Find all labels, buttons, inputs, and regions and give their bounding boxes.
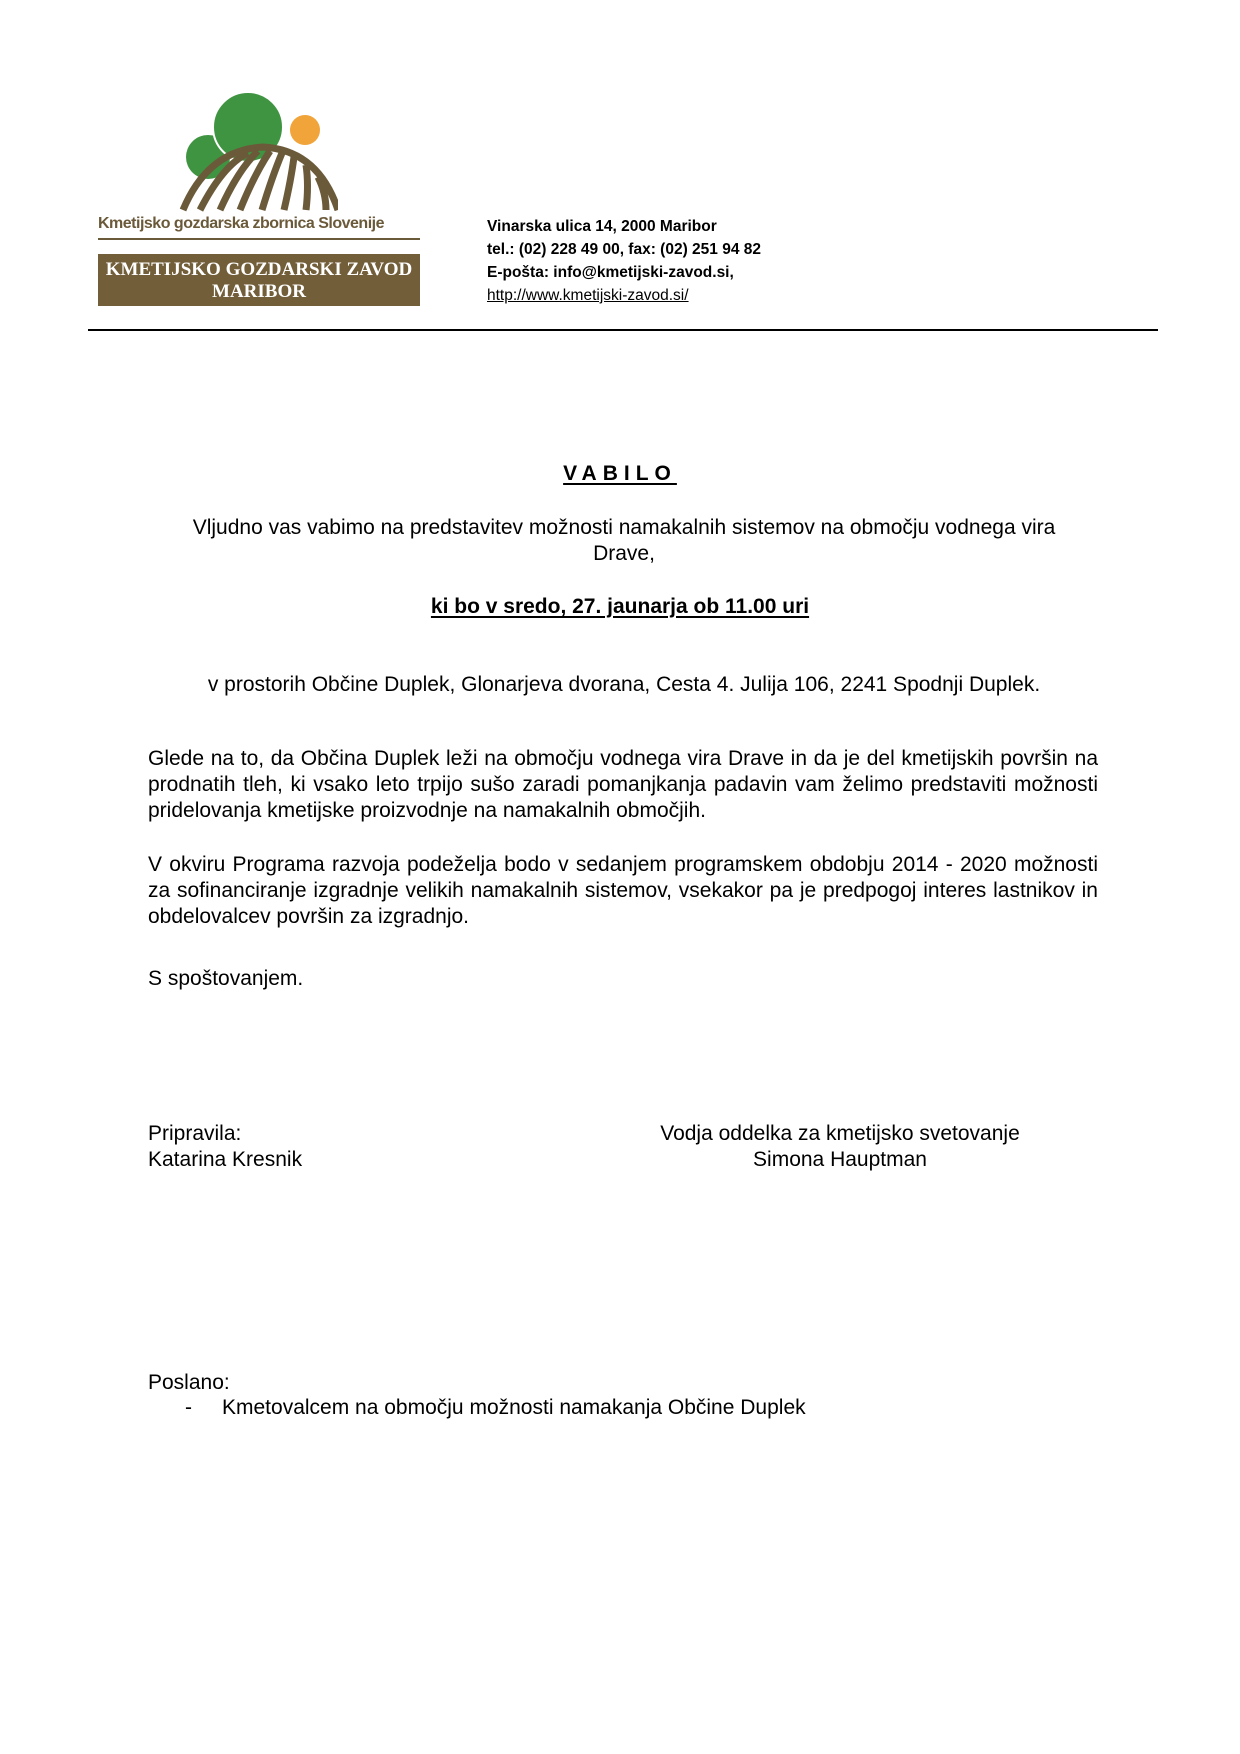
- prepared-by-label: Pripravila:: [148, 1122, 242, 1145]
- event-location: v prostorih Občine Duplek, Glonarjeva dvorana, Cesta 4. Julija 106, 2241 Spodnji Duplek.: [207, 673, 1041, 696]
- contact-email[interactable]: E-pošta: info@kmetijski-zavod.si,: [487, 264, 734, 281]
- event-date: ki bo v sredo, 27. jaunarja ob 11.00 uri: [430, 595, 810, 618]
- header-divider: [88, 329, 1158, 331]
- closing-greeting: S spoštovanjem.: [148, 967, 304, 990]
- chamber-name: Kmetijsko gozdarska zbornica Slovenije: [98, 215, 384, 232]
- contact-block: [487, 215, 761, 307]
- intro-text: Vljudno vas vabimo na predstavitev možnosti namakalnih sistemov na območju vodnega vira Drave,: [192, 516, 1056, 565]
- chamber-divider: [98, 238, 420, 240]
- logo-sun: [290, 115, 320, 145]
- department-head-name: Simona Hauptman: [753, 1148, 927, 1171]
- document-title: VABILO: [563, 462, 677, 485]
- institute-banner: [98, 254, 420, 306]
- paragraph-context: Glede na to, da Občina Duplek leži na območju vodnega vira Drave in da je del kmetijskih površin na prodnatih tleh, ki vsako leto trpijo sušo zaradi pomanjkanja padavin vam želimo predstaviti možnosti pridelovanja kmetijske proizvodnje na namakalnih območjih.: [148, 747, 1098, 822]
- contact-phone-fax: tel.: (02) 228 49 00, fax: (02) 251 94 82: [487, 241, 761, 258]
- logo-icon: [178, 85, 338, 215]
- institute-name: KMETIJSKO GOZDARSKI ZAVOD: [105, 259, 413, 280]
- paragraph-funding: V okviru Programa razvoja podeželja bodo v sedanjem programskem obdobju 2014 - 2020 možnosti za sofinanciranje izgradnje velikih namakalnih sistemov, vsekakor pa je predpogoj interes lastnikov in obdelovalcev površin za izgradnjo.: [148, 853, 1098, 928]
- department-head-title: Vodja oddelka za kmetijsko svetovanje: [660, 1122, 1020, 1145]
- contact-website-link[interactable]: http://www.kmetijski-zavod.si/: [487, 287, 689, 304]
- contact-address: Vinarska ulica 14, 2000 Maribor: [487, 218, 717, 235]
- recipient-bullet: -: [185, 1396, 192, 1419]
- institute-city: MARIBOR: [212, 281, 306, 302]
- sent-to-label: Poslano:: [148, 1371, 230, 1394]
- prepared-by-name: Katarina Kresnik: [148, 1148, 303, 1171]
- recipient-item: Kmetovalcem na območju možnosti namakanja Občine Duplek: [222, 1396, 806, 1419]
